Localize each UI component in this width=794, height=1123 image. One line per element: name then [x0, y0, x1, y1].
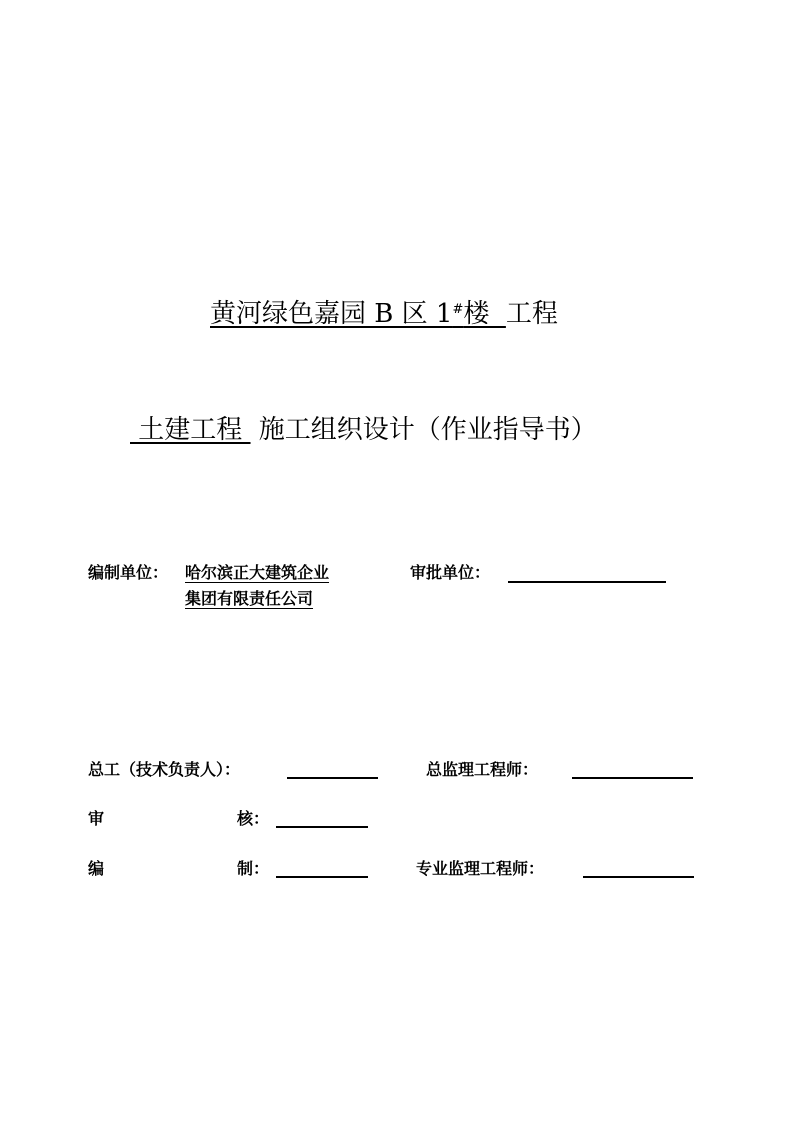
approve-unit-blank[interactable] — [508, 581, 666, 583]
specialist-supervisor-label: 专业监理工程师： — [416, 859, 545, 878]
approve-unit-label: 审批单位： — [410, 563, 491, 582]
project-name: 黄河绿色嘉园 B 区 1#楼 — [210, 299, 506, 329]
review-blank[interactable] — [276, 826, 368, 828]
compile-blank[interactable] — [276, 876, 368, 878]
compile-unit-line1: 哈尔滨正大建筑企业 — [185, 563, 330, 582]
compile-unit-line2: 集团有限责任公司 — [185, 589, 314, 608]
specialist-supervisor-blank[interactable] — [583, 876, 694, 878]
review-label-a: 审 — [88, 809, 105, 828]
discipline: 土建工程 — [130, 415, 251, 445]
chief-supervisor-label: 总监理工程师： — [426, 760, 539, 779]
document-subtitle — [130, 414, 597, 446]
review-label-b: 核： — [237, 809, 270, 828]
project-suffix: 工程 — [505, 299, 558, 329]
chief-supervisor-blank[interactable] — [572, 777, 693, 779]
compile-unit-label: 编制单位： — [88, 563, 169, 582]
compile-label-a: 编 — [88, 859, 105, 878]
project-name-sup: # — [452, 302, 464, 317]
chief-engineer-label: 总工（技术负责人）： — [88, 760, 241, 779]
chief-engineer-blank[interactable] — [287, 777, 378, 779]
project-title — [210, 298, 558, 330]
document-type: 施工组织设计（作业指导书） — [250, 415, 597, 445]
compile-label-b: 制： — [237, 859, 270, 878]
